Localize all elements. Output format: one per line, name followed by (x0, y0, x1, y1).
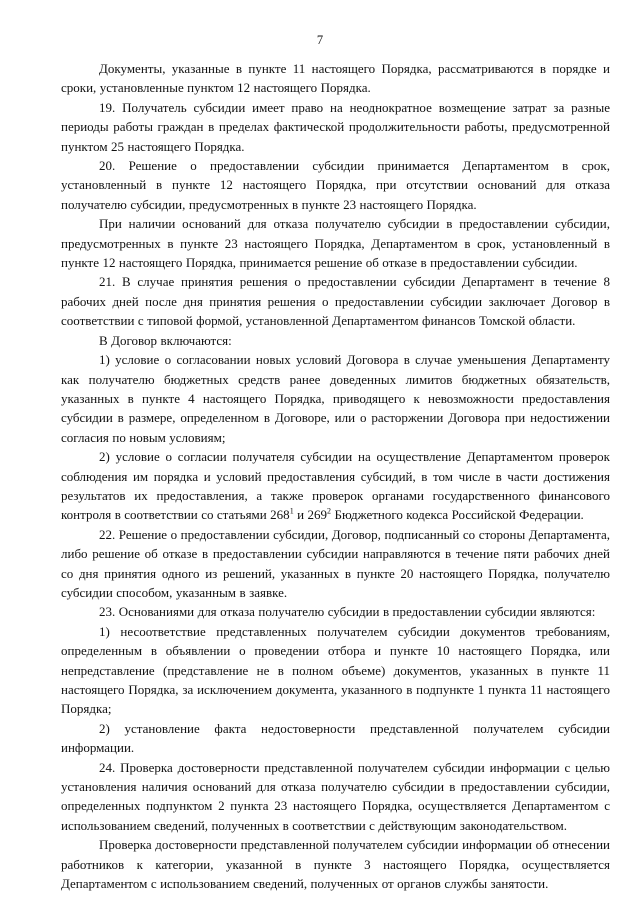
condition-2-conjunction: и 269 (293, 507, 328, 523)
paragraph-contract-includes: В Договор включаются: (99, 332, 232, 348)
list-item-contract-condition-2 (61, 447, 610, 525)
paragraph-21: 21. В случае принятия решения о предоставлении субсидии Департамент в течение 8 рабочих дней после дня принятия решения о предоставлении субсидии заключает Договор в соответствии с типовой формой, установленной Департаментом финансов Томской области. (61, 274, 610, 329)
paragraph-24: 24. Проверка достоверности представленной получателем субсидии информации с целью установления наличия оснований для отказа получателю субсидии в предоставлении субсидии, определенных подпунктом 2 пункта 23 настоящего Порядка, осуществляется Департаментом с использованием сведений, полученных в соответствии с действующим законодательством. (61, 759, 610, 833)
paragraph-20: 20. Решение о предоставлении субсидии принимается Департаментом в срок, установленный в пункте 12 настоящего Порядка, при отсутствии оснований для отказа получателю субсидии, предусмотренных в пункте 23 настоящего Порядка. (61, 158, 610, 212)
list-item-contract-condition-1: 1) условие о согласовании новых условий Договора в случае уменьшения Департаменту как получателю бюджетных средств ранее доведенных лимитов бюджетных обязательств, указанных в пункте 4 настоящего Порядка, приводящего к невозможности предоставления субсидии в размере, определенном в Договоре, или о расторжении Договора при недостижении согласия по новым условиям; (61, 352, 610, 445)
list-item-refusal-ground-2: 2) установление факта недостоверности представленной получателем субсидии информации. (61, 720, 610, 756)
document-body (61, 59, 610, 893)
list-item-refusal-ground-1: 1) несоответствие представленных получателем субсидии документов требованиям, определенным в объявлении о проведении отбора и пункте 10 настоящего Порядка, или непредставление (представление не в полном объеме) документов, указанных в пункте 11 настоящего Порядка, за исключением документа, указанного в подпункте 1 пункта 11 настоящего Порядка; (61, 623, 610, 717)
paragraph-19: 19. Получатель субсидии имеет право на неоднократное возмещение затрат за разные периоды работы граждан в пределах фактической продолжительности работы, предусмотренной пунктом 25 настоящего Порядка. (61, 99, 610, 154)
paragraph-documents-review: Документы, указанные в пункте 11 настоящего Порядка, рассматриваются в порядке и сроки, установленные пунктом 12 настоящего Порядка. (61, 61, 610, 96)
condition-2-end: Бюджетного кодекса Российской Федерации. (331, 507, 584, 523)
paragraph-refusal-decision: При наличии оснований для отказа получателю субсидии в предоставлении субсидии, предусмотренных в пункте 23 настоящего Порядка, Департаментом в срок, установленный в пункте 12 настоящего Порядка, принимается решение об отказе в предоставлении субсидии. (61, 216, 610, 271)
superscript-268: 1 (289, 507, 294, 517)
superscript-269: 2 (327, 507, 332, 517)
paragraph-employee-category-check: Проверка достоверности представленной получателем субсидии информации об отнесении работников к категории, указанной в пункте 3 настоящего Порядка, осуществляется Департаментом с использованием сведений, полученных от органов службы занятости. (61, 837, 610, 892)
paragraph-23: 23. Основаниями для отказа получателю субсидии в предоставлении субсидии являются: (99, 604, 596, 620)
page-number: 7 (316, 33, 324, 47)
paragraph-22: 22. Решение о предоставлении субсидии, Договор, подписанный со стороны Департамента, либо решение об отказе в предоставлении субсидии направляются в течение пяти рабочих дней со дня принятия одного из решений, указанных в пункте 20 настоящего Порядка, получателю субсидии способом, указанным в заявке. (61, 526, 610, 600)
condition-2-text: 2) условие о согласии получателя субсидии на осуществление Департаментом проверок соблюдения им порядка и условий предоставления субсидий, в том числе в части достижения результатов их предоставления, а также проверок органами государственного финансового контроля в соответствии со статьями 268 (61, 449, 610, 523)
